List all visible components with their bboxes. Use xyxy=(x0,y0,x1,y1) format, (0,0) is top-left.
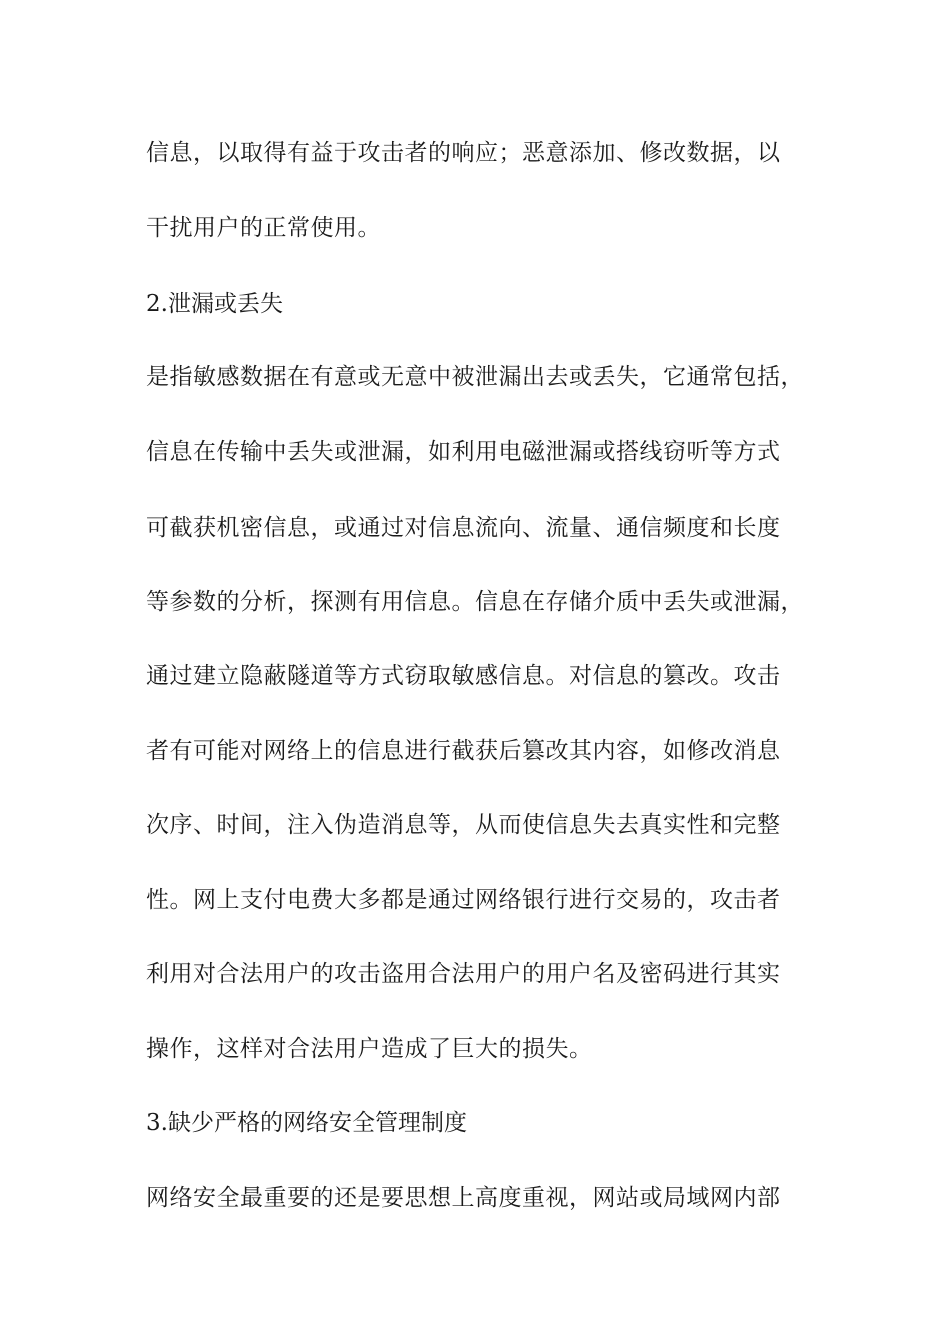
paragraph-line: 是指敏感数据在有意或无意中被泄漏出去或丢失，它通常包括， xyxy=(146,364,804,390)
paragraph-line: 信息，以取得有益于攻击者的响应；恶意添加、修改数据，以 xyxy=(146,140,781,166)
paragraph-line: 次序、时间，注入伪造消息等，从而使信息失去真实性和完整 xyxy=(146,812,781,838)
paragraph-line: 等参数的分析，探测有用信息。信息在存储介质中丢失或泄漏， xyxy=(146,589,804,615)
paragraph-line: 可截获机密信息，或通过对信息流向、流量、通信频度和长度 xyxy=(146,515,781,541)
paragraph-line: 性。网上支付电费大多都是通过网络银行进行交易的，攻击者 xyxy=(146,887,781,913)
section-heading: 3.缺少严格的网络安全管理制度 xyxy=(146,1110,467,1136)
paragraph-line: 操作，这样对合法用户造成了巨大的损失。 xyxy=(146,1036,593,1062)
paragraph-line: 网络安全最重要的还是要思想上高度重视，网站或局域网内部 xyxy=(146,1185,781,1211)
paragraph-line: 信息在传输中丢失或泄漏，如利用电磁泄漏或搭线窃听等方式 xyxy=(146,439,781,465)
paragraph-line: 利用对合法用户的攻击盗用合法用户的用户名及密码进行其实 xyxy=(146,961,781,987)
paragraph-line: 者有可能对网络上的信息进行截获后篡改其内容，如修改消息 xyxy=(146,738,781,764)
paragraph-line: 通过建立隐蔽隧道等方式窃取敏感信息。对信息的篡改。攻击 xyxy=(146,663,781,689)
section-heading: 2.泄漏或丢失 xyxy=(146,291,283,317)
paragraph-line: 干扰用户的正常使用。 xyxy=(146,215,381,241)
